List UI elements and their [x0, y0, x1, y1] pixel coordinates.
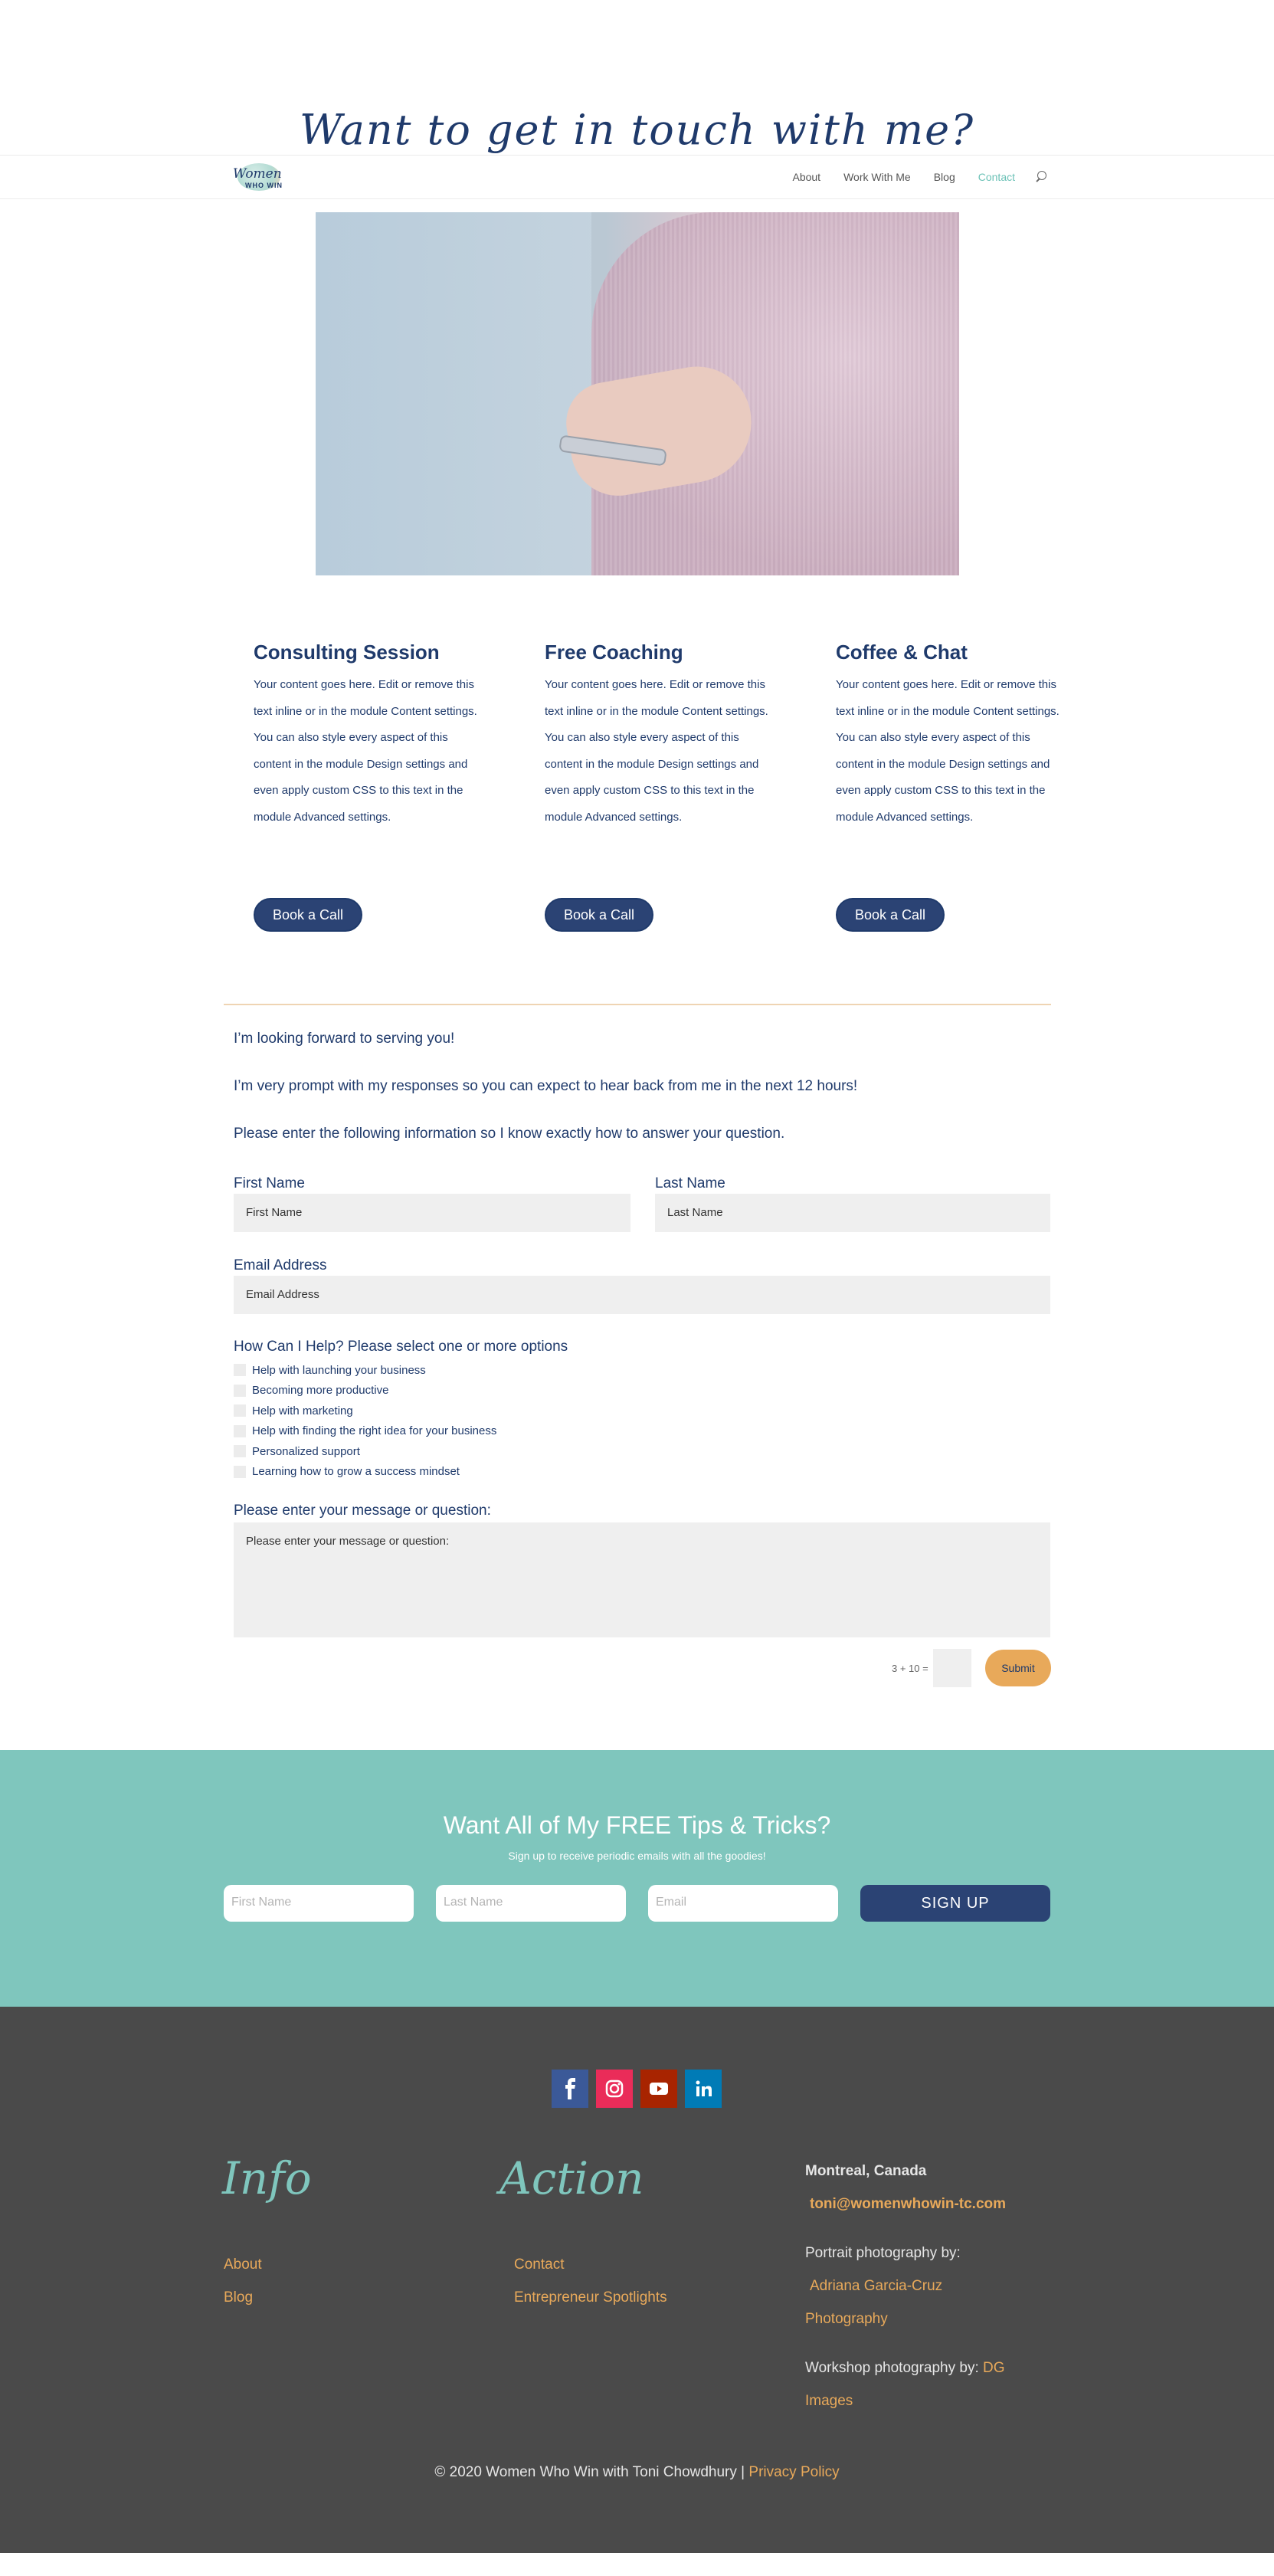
footer-workshop-label: Workshop photography by: DG — [805, 2360, 1005, 2376]
youtube-icon[interactable] — [640, 2070, 677, 2108]
footer-link-about[interactable]: About — [224, 2256, 262, 2273]
logo-subtext: WHO WIN — [245, 182, 283, 189]
footer-info-heading: Info — [222, 2152, 312, 2204]
checkbox[interactable] — [234, 1425, 246, 1437]
service-coffee-chat — [836, 641, 1066, 923]
email-label: Email Address — [234, 1257, 327, 1273]
captcha-input[interactable] — [933, 1649, 971, 1687]
nav-contact[interactable]: Contact — [978, 171, 1015, 183]
help-option[interactable]: Learning how to grow a success mindset — [234, 1462, 496, 1483]
help-option[interactable]: Help with launching your business — [234, 1360, 496, 1381]
page-title: Want to get in touch with me? — [299, 106, 975, 154]
help-option[interactable]: Help with finding the right idea for your business — [234, 1421, 496, 1442]
footer-workshop-credit-2[interactable]: Images — [805, 2393, 853, 2409]
footer-portrait-label: Portrait photography by: — [805, 2245, 961, 2261]
last-name-field[interactable]: Last Name — [655, 1194, 1050, 1232]
newsletter-email[interactable]: Email — [648, 1885, 838, 1922]
email-field[interactable]: Email Address — [234, 1276, 1050, 1314]
newsletter-title: Want All of My FREE Tips & Tricks? — [443, 1811, 831, 1839]
main-nav — [0, 155, 1274, 199]
copyright: © 2020 Women Who Win with Toni Chowdhury | Privacy Policy — [434, 2464, 840, 2480]
help-option[interactable]: Help with marketing — [234, 1401, 496, 1421]
service-title: Free Coaching — [545, 641, 683, 664]
last-name-label: Last Name — [655, 1175, 725, 1191]
footer — [0, 2007, 1274, 2553]
intro-line-3: Please enter the following information so I know exactly how to answer your question. — [234, 1126, 785, 1142]
search-icon[interactable] — [1035, 171, 1047, 183]
footer-location: Montreal, Canada — [805, 2163, 927, 2179]
instagram-icon[interactable] — [596, 2070, 633, 2108]
newsletter-first-name[interactable]: First Name — [224, 1885, 414, 1922]
service-consulting — [254, 641, 483, 923]
submit-button[interactable]: Submit — [985, 1650, 1051, 1686]
logo-text: Women — [233, 166, 282, 182]
message-textarea[interactable]: Please enter your message or question: — [234, 1522, 1050, 1637]
nav-work-with-me[interactable]: Work With Me — [843, 171, 911, 183]
section-divider — [224, 1004, 1051, 1005]
help-options — [234, 1360, 496, 1482]
facebook-icon[interactable] — [552, 2070, 588, 2108]
service-body: Your content goes here. Edit or remove this text inline or in the module Content settings. You can also style every aspect of this content in the module Design settings and even apply custom CSS to this text in the module Advanced settings. — [254, 678, 477, 824]
footer-link-spotlights[interactable]: Entrepreneur Spotlights — [514, 2289, 667, 2306]
footer-workshop-credit[interactable]: DG — [983, 2360, 1005, 2376]
checkbox[interactable] — [234, 1466, 246, 1478]
newsletter-section — [0, 1750, 1274, 2007]
help-label: How Can I Help? Please select one or more options — [234, 1339, 568, 1355]
checkbox[interactable] — [234, 1385, 246, 1397]
help-option[interactable]: Becoming more productive — [234, 1381, 496, 1401]
footer-link-contact[interactable]: Contact — [514, 2256, 565, 2273]
book-call-button[interactable]: Book a Call — [836, 898, 945, 932]
service-body: Your content goes here. Edit or remove this text inline or in the module Content settings. You can also style every aspect of this content in the module Design settings and even apply custom CSS to this text in the module Advanced settings. — [836, 678, 1059, 824]
service-body: Your content goes here. Edit or remove this text inline or in the module Content settings. You can also style every aspect of this content in the module Design settings and even apply custom CSS to this text in the module Advanced settings. — [545, 678, 768, 824]
nav-about[interactable]: About — [792, 171, 821, 183]
message-label: Please enter your message or question: — [234, 1503, 491, 1519]
footer-portrait-credit[interactable]: Adriana Garcia-Cruz — [810, 2278, 943, 2294]
footer-portrait-credit-2[interactable]: Photography — [805, 2311, 888, 2327]
intro-line-1: I’m looking forward to serving you! — [234, 1031, 455, 1047]
book-call-button[interactable]: Book a Call — [545, 898, 653, 932]
captcha-question: 3 + 10 = — [892, 1663, 928, 1674]
intro-line-2: I’m very prompt with my responses so you can expect to hear back from me in the next 12 hours! — [234, 1078, 858, 1094]
linkedin-icon[interactable] — [685, 2070, 722, 2108]
privacy-policy-link[interactable]: Privacy Policy — [748, 2464, 840, 2480]
first-name-field[interactable]: First Name — [234, 1194, 630, 1232]
service-title: Consulting Session — [254, 641, 440, 664]
hero-image — [316, 212, 959, 575]
service-title: Coffee & Chat — [836, 641, 968, 664]
checkbox[interactable] — [234, 1404, 246, 1417]
book-call-button[interactable]: Book a Call — [254, 898, 362, 932]
site-logo[interactable] — [230, 162, 291, 194]
footer-action-heading: Action — [499, 2152, 644, 2204]
footer-link-blog[interactable]: Blog — [224, 2289, 254, 2306]
help-option[interactable]: Personalized support — [234, 1441, 496, 1462]
newsletter-last-name[interactable]: Last Name — [436, 1885, 626, 1922]
nav-blog[interactable]: Blog — [933, 171, 955, 183]
checkbox[interactable] — [234, 1364, 246, 1376]
nav-links — [769, 171, 1047, 183]
sign-up-button[interactable]: SIGN UP — [860, 1885, 1050, 1922]
newsletter-subtitle: Sign up to receive periodic emails with all the goodies! — [508, 1850, 766, 1862]
first-name-label: First Name — [234, 1175, 305, 1191]
footer-email-link[interactable]: toni@womenwhowin-tc.com — [810, 2196, 1007, 2212]
checkbox[interactable] — [234, 1445, 246, 1457]
service-free-coaching — [545, 641, 775, 923]
